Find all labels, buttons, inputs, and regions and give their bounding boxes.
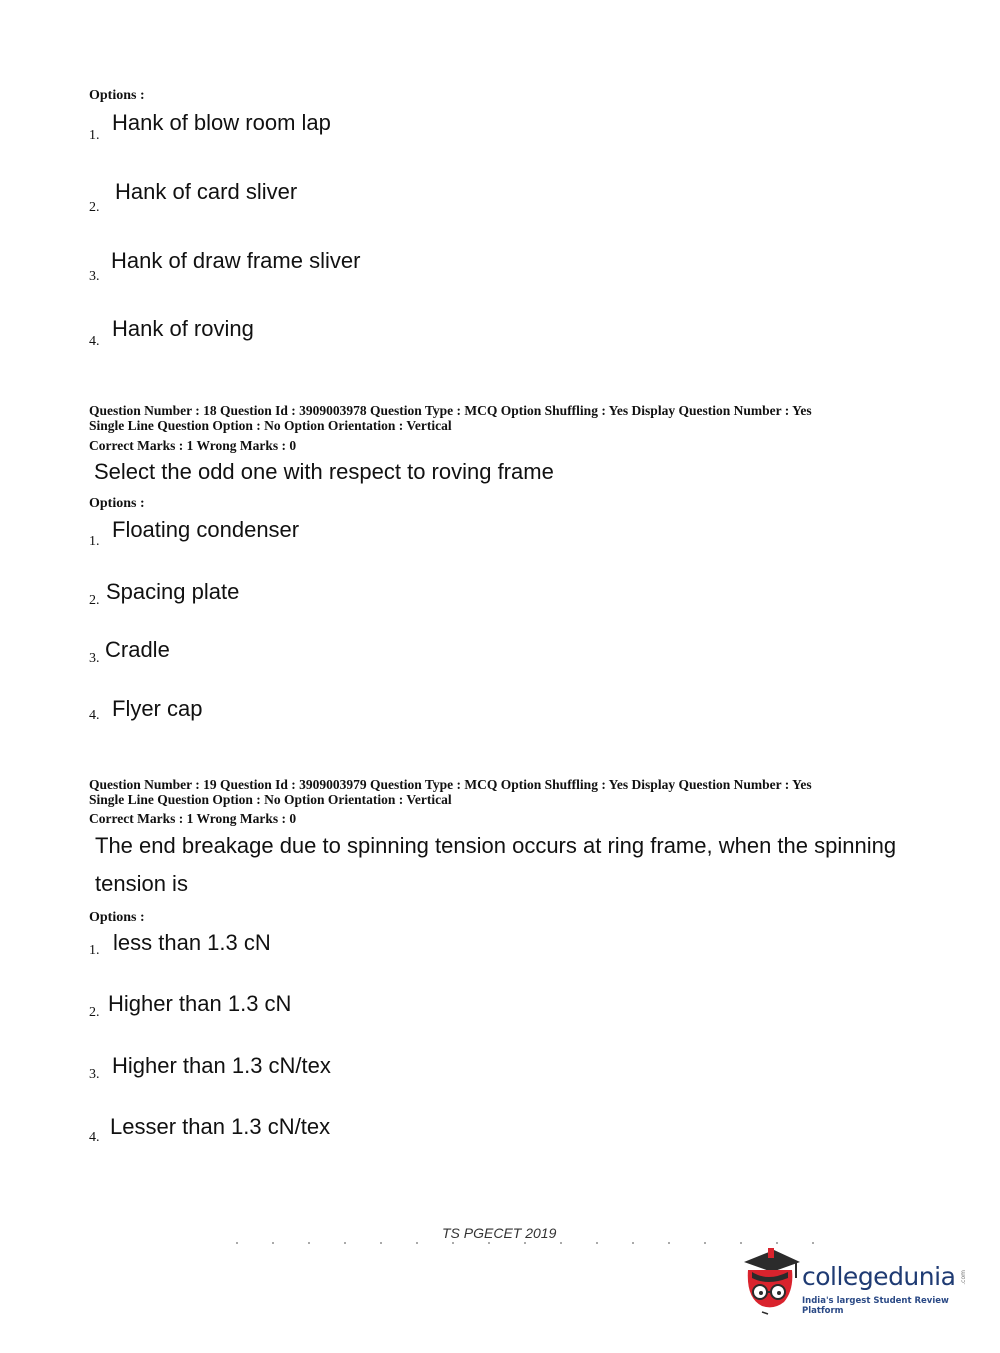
option-number: 3. — [89, 1067, 100, 1082]
option-number: 2. — [89, 593, 100, 608]
option-number: 2. — [89, 1005, 100, 1020]
option-number: 3. — [89, 269, 100, 284]
footer-dotted-rule — [236, 1240, 816, 1246]
brand-name: collegedunia — [802, 1262, 956, 1291]
question-meta: Single Line Question Option : No Option Orientation : Vertical — [89, 418, 452, 433]
question-marks: Correct Marks : 1 Wrong Marks : 0 — [89, 811, 297, 826]
question-text-continued: tension is — [95, 871, 188, 896]
option-text[interactable]: less than 1.3 cN — [113, 930, 271, 955]
option-number: 3. — [89, 651, 100, 666]
options-label: Options : — [89, 910, 145, 925]
option-text[interactable]: Hank of roving — [112, 316, 254, 341]
question-meta: Single Line Question Option : No Option Orientation : Vertical — [89, 792, 452, 807]
footer-exam-name: TS PGECET 2019 — [442, 1225, 557, 1241]
option-text[interactable]: Floating condenser — [112, 517, 300, 542]
question-text: The end breakage due to spinning tension occurs at ring frame, when the spinning — [95, 833, 897, 858]
option-text[interactable]: Hank of card sliver — [115, 179, 298, 204]
question-meta: Question Number : 18 Question Id : 3909003978 Question Type : MCQ Option Shuffling : Yes Display Question Number : Yes — [89, 403, 812, 418]
option-text[interactable]: Lesser than 1.3 cN/tex — [110, 1114, 331, 1139]
question-marks: Correct Marks : 1 Wrong Marks : 0 — [89, 438, 297, 453]
option-number: 1. — [89, 128, 100, 143]
option-number: 2. — [89, 200, 100, 215]
options-label: Options : — [89, 88, 145, 103]
option-text[interactable]: Hank of draw frame sliver — [111, 248, 361, 273]
option-number: 4. — [89, 334, 100, 349]
collegedunia-logo[interactable] — [738, 1248, 978, 1318]
option-text[interactable]: Higher than 1.3 cN — [108, 991, 292, 1016]
option-number: 4. — [89, 1130, 100, 1145]
option-text[interactable]: Cradle — [105, 637, 170, 662]
option-number: 1. — [89, 943, 100, 958]
option-text[interactable]: Hank of blow room lap — [112, 110, 331, 135]
option-number: 1. — [89, 534, 100, 549]
option-text[interactable]: Flyer cap — [112, 696, 203, 721]
option-number: 4. — [89, 708, 100, 723]
question-text: Select the odd one with respect to roving frame — [94, 459, 554, 484]
mascot-icon — [738, 1248, 802, 1318]
brand-tagline: India's largest Student Review Platform — [802, 1296, 949, 1316]
option-text[interactable]: Spacing plate — [106, 579, 240, 604]
question-meta: Question Number : 19 Question Id : 3909003979 Question Type : MCQ Option Shuffling : Yes Display Question Number : Yes — [89, 777, 812, 792]
option-text[interactable]: Higher than 1.3 cN/tex — [112, 1053, 331, 1078]
options-label: Options : — [89, 496, 145, 511]
brand-domain: .com — [960, 1270, 967, 1285]
